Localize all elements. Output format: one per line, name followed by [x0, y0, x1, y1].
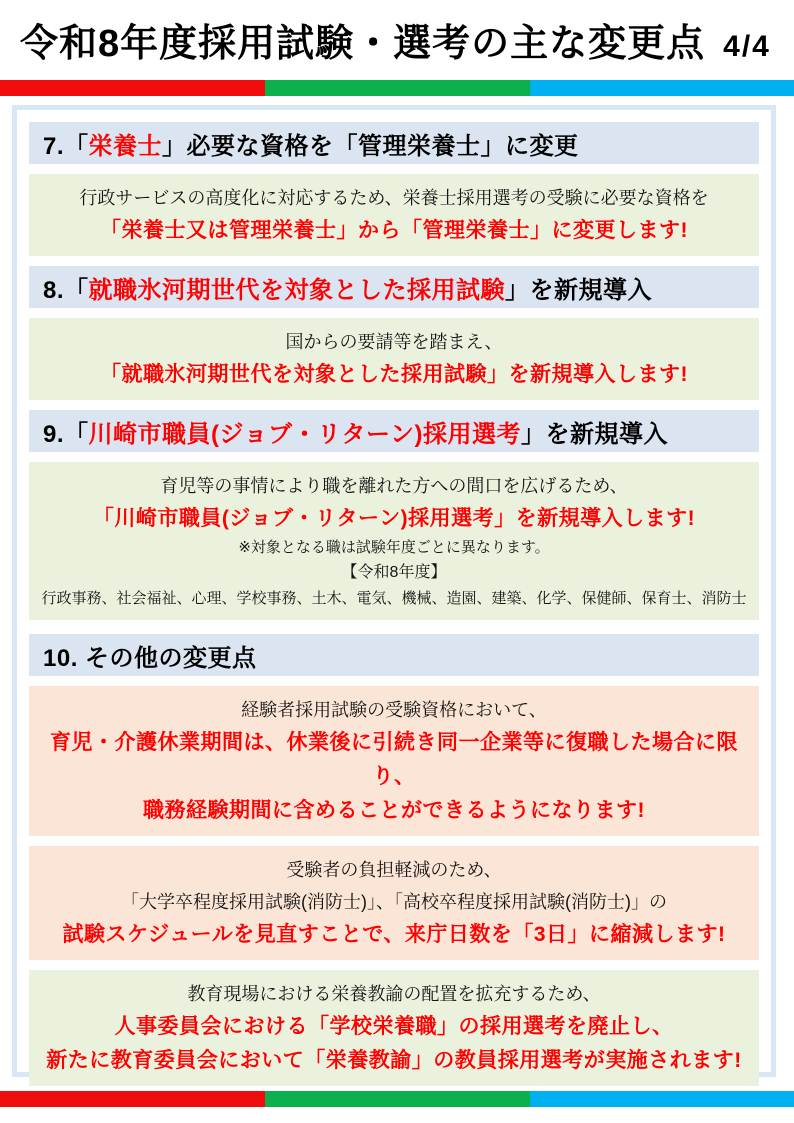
section-9-body-note: ※対象となる職は試験年度ごとに異なります。: [238, 539, 550, 556]
spacer: [29, 400, 759, 410]
section-10-body-2-line: 受験者の負担軽減のため、: [286, 860, 502, 880]
bar-red-segment: [0, 1091, 265, 1107]
section-10-body-2: [29, 846, 759, 960]
section-8-heading: [29, 266, 759, 308]
spacer: [29, 676, 759, 686]
bar-green-segment: [265, 80, 530, 96]
section-8-body: [29, 318, 759, 400]
section-10-body-3-highlight-line: 人事委員会における「学校栄養職」の採用選考を廃止し、: [114, 1015, 674, 1038]
spacer: [29, 164, 759, 174]
spacer: [29, 452, 759, 462]
section-7-body-line: 行政サービスの高度化に対応するため、栄養士採用選考の受験に必要な資格を: [79, 188, 709, 208]
section-7-body: [29, 174, 759, 256]
bar-red-segment: [0, 80, 265, 96]
bar-green-segment: [265, 1091, 530, 1107]
section-10-body-1-line: 経験者採用試験の受験資格において、: [241, 700, 547, 720]
spacer: [29, 836, 759, 846]
title-row: [20, 12, 780, 67]
section-9-body-line: 育児等の事情により職を離れた方への間口を広げるため、: [160, 476, 628, 496]
section-10-body-3-line: 教育現場における栄養教諭の配置を拡充するため、: [187, 984, 601, 1004]
section-7-heading-rest: 」必要な資格を「管理栄養士」に変更: [162, 132, 579, 160]
section-8-heading-highlight: 就職氷河期世代を対象とした採用試験: [88, 276, 506, 304]
section-10-body-1: [29, 686, 759, 836]
spacer: [29, 256, 759, 266]
section-7-heading-highlight: 栄養士: [88, 132, 163, 160]
tricolor-bar-bottom: [0, 1091, 794, 1107]
section-10-body-2-line: 「大学卒程度採用試験(消防士)」、「高校卒程度採用試験(消防士)」の: [121, 892, 667, 912]
spacer: [29, 960, 759, 970]
section-8-body-highlight-line: 「就職氷河期世代を対象とした採用試験」を新規導入します!: [100, 363, 688, 386]
section-10-body-2-highlight-line: 試験スケジュールを見直すことで、来庁日数を「3日」に縮減します!: [62, 923, 726, 946]
section-8-body-line: 国からの要請等を踏まえ、: [285, 332, 503, 352]
spacer: [29, 308, 759, 318]
page-indicator: 4/4: [723, 30, 771, 63]
section-9-body-job-list: 行政事務、社会福祉、心理、学校事務、土木、電気、機械、造園、建築、化学、保健師、保育士、消防士: [41, 590, 747, 607]
section-10-heading-prefix: 10. その他の変更点: [43, 644, 257, 672]
bar-blue-segment: [530, 1091, 794, 1107]
spacer: [29, 620, 759, 634]
section-9-body-year-label: 【令和8年度】: [341, 564, 447, 581]
section-9-body: [29, 462, 759, 620]
section-8-heading-rest: 」を新規導入: [505, 276, 653, 304]
page-title: 令和8年度採用試験・選考の主な変更点: [20, 23, 706, 65]
section-10-body-3-highlight-line: 新たに教育委員会において「栄養教諭」の教員採用選考が実施されます!: [46, 1049, 742, 1072]
tricolor-bar-top: [0, 80, 794, 96]
section-10-body-3: [29, 970, 759, 1086]
section-10-heading: [29, 634, 759, 676]
section-7-heading-prefix: 7.「: [43, 132, 89, 160]
section-8-heading-prefix: 8.「: [43, 276, 89, 304]
bar-blue-segment: [530, 80, 794, 96]
section-10-body-1-highlight-line: 育児・介護休業期間は、休業後に引続き同一企業等に復職した場合に限り、: [50, 731, 738, 788]
section-7-heading: [29, 122, 759, 164]
section-9-body-highlight-line: 「川崎市職員(ジョブ・リターン)採用選考」を新規導入します!: [92, 507, 696, 530]
section-10-body-1-highlight-line: 職務経験期間に含めることができるようになります!: [143, 799, 645, 822]
section-9-heading-prefix: 9.「: [43, 420, 89, 448]
section-9-heading: [29, 410, 759, 452]
section-7-body-highlight-line: 「栄養士又は管理栄養士」から「管理栄養士」に変更します!: [100, 219, 688, 242]
content-frame: [12, 105, 776, 1077]
section-9-heading-rest: 」を新規導入: [521, 420, 669, 448]
section-9-heading-highlight: 川崎市職員(ジョブ・リターン)採用選考: [88, 420, 522, 448]
